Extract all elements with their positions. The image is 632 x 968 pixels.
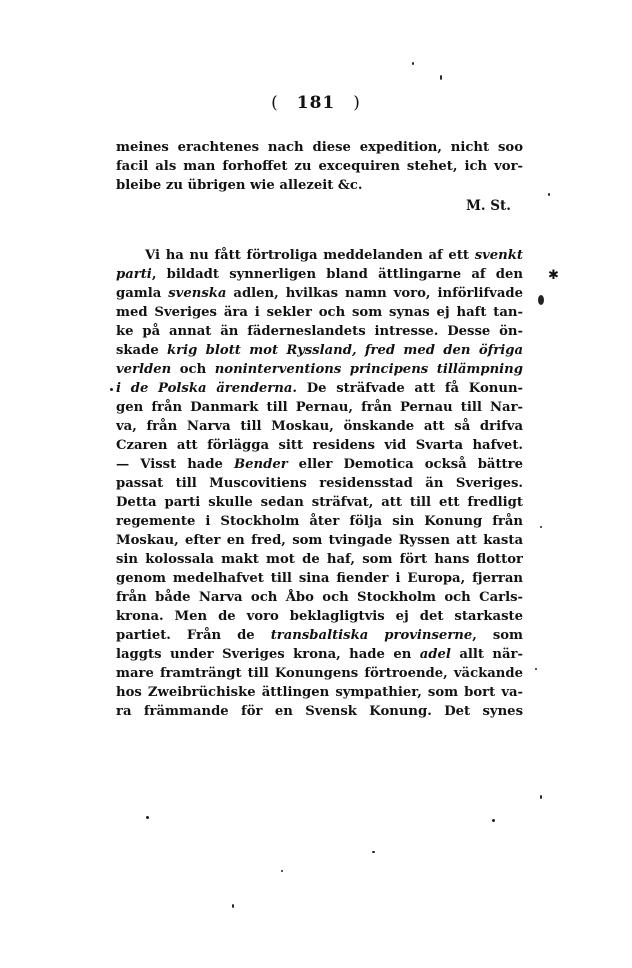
text-line	[116, 626, 523, 645]
text-segment: Detta parti skulle sedan sträfvat, att till ett fredligt	[116, 495, 523, 510]
text-line	[116, 569, 523, 588]
ink-speck	[232, 904, 234, 908]
page-number	[0, 93, 632, 113]
text-line	[116, 265, 523, 284]
text-segment: genom medelhafvet till sina fiender i Europa, fjerran	[116, 571, 523, 586]
italic-text: noninterventions principens tillämpning	[214, 362, 523, 377]
text-line	[116, 645, 523, 664]
text-segment: gen från Danmark till Pernau, från Pernau till Nar-	[116, 400, 523, 415]
text-segment: eller Demotica också bättre	[287, 457, 523, 472]
ink-speck	[440, 75, 442, 80]
text-line	[116, 550, 523, 569]
text-line	[116, 512, 523, 531]
text-line	[116, 455, 523, 474]
text-line	[116, 284, 523, 303]
text-line	[116, 588, 523, 607]
ink-speck	[110, 388, 113, 391]
text-line	[116, 341, 523, 360]
text-segment: — Visst hade	[116, 457, 234, 472]
text-line	[116, 474, 523, 493]
text-segment: adlen, hvilkas namn voro, införlifvade	[226, 286, 523, 301]
text-segment: Moskau, efter en fred, som tvingade Ryssen att kasta	[116, 533, 523, 548]
italic-text: i de Polska ärenderna.	[116, 381, 297, 396]
text-segment: krona. Men de voro beklagligtvis ej det starkaste	[116, 609, 523, 624]
body-paragraph	[116, 246, 523, 721]
text-segment: partiet. Från de	[116, 628, 271, 643]
text-segment: regemente i Stockholm åter följa sin Konung från	[116, 514, 523, 529]
text-segment: De sträfvade att få Konun-	[296, 381, 523, 396]
text-segment: gamla	[116, 286, 169, 301]
ink-speck	[492, 819, 495, 822]
text-segment: och	[171, 362, 215, 377]
text-line	[116, 360, 523, 379]
text-segment: Vi ha nu fått förtroliga meddelanden af ett	[145, 248, 475, 263]
ink-speck	[372, 851, 375, 853]
text-segment: sin kolossala makt mot de haf, som fört hans flottor	[116, 552, 523, 567]
text-line: meines erachtenes nach diese expedition, nicht soo	[116, 140, 523, 155]
italic-text: svenska	[168, 286, 227, 301]
text-line	[116, 246, 523, 265]
text-line	[116, 417, 523, 436]
text-segment: , som	[472, 628, 523, 643]
text-segment: med Sveriges ära i sekler och som synas ej haft tan-	[116, 305, 523, 320]
text-segment: hos Zweibrüchiske ättlingen sympathier, som bort va-	[116, 685, 523, 700]
text-line	[116, 702, 523, 721]
text-line	[116, 322, 523, 341]
italic-text: svenkt	[474, 248, 523, 263]
italic-text: Bender	[233, 457, 288, 472]
ink-speck	[540, 795, 542, 799]
italic-text: adel	[419, 647, 451, 662]
text-line	[116, 398, 523, 417]
margin-ink-blot	[538, 295, 544, 305]
text-segment: Czaren att förlägga sitt residens vid Svarta hafvet.	[116, 438, 523, 453]
italic-text: verlden	[116, 362, 172, 377]
text-line	[116, 683, 523, 702]
ink-speck	[412, 62, 414, 65]
text-segment: ke på annat än fäderneslandets intresse. Desse ön-	[116, 324, 523, 339]
text-segment: från både Narva och Åbo och Stockholm och Carls-	[116, 590, 523, 605]
italic-text: parti	[116, 267, 152, 282]
page-number-close-paren: )	[353, 93, 361, 113]
text-line	[116, 379, 523, 398]
text-segment: mare framträngt till Konungens förtroende, väckande	[116, 666, 523, 681]
text-segment: , bildadt synnerligen bland ättlingarne af den	[151, 267, 523, 282]
italic-text: transbaltiska provinserne	[270, 628, 473, 643]
margin-mark: ✱	[548, 268, 559, 283]
text-line	[116, 493, 523, 512]
text-segment: skade	[116, 343, 168, 358]
text-line	[116, 607, 523, 626]
text-segment: laggts under Sveriges krona, hade en	[116, 647, 420, 662]
signature: M. St.	[465, 198, 511, 214]
text-segment: allt när-	[450, 647, 523, 662]
ink-speck	[146, 816, 149, 819]
text-segment: va, från Narva till Moskau, önskande att så drifva	[116, 419, 523, 434]
page-number-value: 181	[296, 93, 336, 113]
text-line: bleibe zu übrigen wie allezeit &c.	[116, 178, 363, 193]
text-line	[116, 664, 523, 683]
italic-text: krig blott mot Ryssland, fred med den öfriga	[167, 343, 523, 358]
text-line	[116, 531, 523, 550]
ink-speck	[548, 193, 550, 196]
ink-speck	[540, 526, 542, 528]
text-segment: ra främmande för en Svensk Konung. Det synes	[116, 704, 523, 719]
text-line	[116, 303, 523, 322]
closing-paragraph	[116, 138, 523, 217]
ink-speck	[281, 870, 283, 872]
ink-speck	[535, 668, 537, 670]
text-segment: passat till Muscovitiens residensstad än Sveriges.	[116, 476, 523, 491]
page-number-open-paren: (	[271, 93, 279, 113]
text-line: facil als man forhoffet zu excequiren stehet, ich vor-	[116, 159, 523, 174]
text-line	[116, 436, 523, 455]
